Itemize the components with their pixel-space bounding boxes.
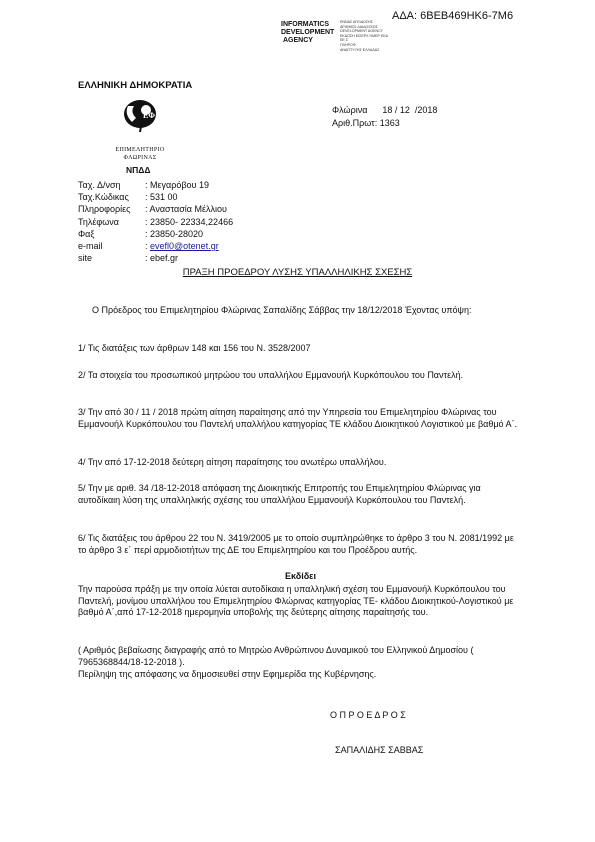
contact-label: e-mail [78,241,103,252]
contact-label: Τηλέφωνα [78,216,119,227]
logo-letters: ΕΦ [143,111,155,120]
clause-4: 4/ Την από 17-12-2018 δεύτερη αίτηση παραίτησης του ανωτέρω υπαλλήλου. [78,457,387,467]
ada-code: ΑΔΑ: 6ΒΕΒ469ΗΚ6-7Μ6 [392,10,514,22]
ida-small-line: ΕΝΝΑΣ ΑΠΟΔΟΣΗΣ [340,20,373,24]
date-protocol [332,104,437,130]
ida-label [281,21,334,45]
clause-1: 1/ Τις διατάξεις των άρθρων 148 και 156 του Ν. 3528/2007 [78,343,311,353]
contact-row [78,191,233,203]
ida-small-text [340,20,388,52]
protocol-line: Αριθ.Πρωτ: 1363 [332,118,400,128]
contact-value: : 23850- 22334,22466 [145,216,234,227]
contact-value: : Μεγαρόβου 19 [145,180,209,190]
clause-2: 2/ Τα στοιχεία του προσωπικού μητρώου του υπαλλήλου Εμμανουήλ Κυρκόπουλου του Παντελή. [78,370,464,380]
ida-line: AGENCY [283,37,313,44]
logo-caption [100,146,180,162]
npdd-label: ΝΠΔΔ [126,165,151,175]
ida-small-line: ΕΚΔΟΣΗ ΕΙΣΕΡΧ ΗΜΕΡ ΕΚΔ [340,33,389,38]
signature-name: ΣΑΠΑΛΙΔΗΣ ΣΑΒΒΑΣ [335,745,424,755]
contact-value: : 531 00 [145,192,178,203]
ida-line: INFORMATICS [281,21,330,28]
clause-5: 5/ Την με αριθ. 34 /18-12-2018 απόφαση της Διοικητικής Επιτροπής του Επιμελητηρίου Φλώρινας για αυτοδίκαιη λύση της υπαλληλικής σχέσης του υπαλλήλου Εμμανουήλ Κυρκόπουλου του Παντελή. [78,483,481,505]
logo-caption-line: ΕΠΙΜΕΛΗΤΗΡΙΟ [115,147,165,153]
intro-paragraph: Ο Πρόεδρος του Επιμελητηρίου Φλώρινας Σαπαλίδης Σάββας την 18/12/2018 Έχοντας υπόψη: [92,305,472,315]
contact-row [78,252,233,264]
ida-small-line: DEVELOPMENT AGENCY [340,29,384,34]
ida-small-line: ΑΡΙΘΜΟΣ ΔΙΑΔΟΣΕΩΣ [340,24,378,29]
contact-row [78,203,233,215]
chamber-logo [110,92,170,142]
contact-row: e-mail : evefl0@otenet.gr [78,241,219,252]
publication-note: Περίληψη της απόφασης να δημοσιευθεί στην Εφημερίδα της Κυβέρνησης. [78,669,377,679]
contact-label: Πληροφορίες [78,204,131,215]
ida-small-line: ΕΕ Σ [340,38,349,43]
contact-label: Φαξ [78,228,95,239]
contact-row [78,179,233,191]
contact-label: site [78,253,93,264]
contact-label: Ταχ.Κώδικας [78,192,129,203]
signature-role: Ο Π Ρ Ο Ε Δ Ρ Ο Σ [330,710,406,720]
contact-row [78,228,233,240]
contact-row [78,216,233,228]
note-paragraph: ( Αριθμός βεβαίωσης διαγραφής από το Μητρώο Ανθρώπινου Δυναμικού του Ελληνικού Δημοσίου ( 7965368844/18-12-2018 ). [78,645,474,667]
ida-small-line: ΑΝΑΠΤΥΞΗΣ ΕΛΛΑΔΑΣ [340,47,380,52]
email-link[interactable]: evefl0@otenet.gr [150,241,219,252]
contact-block [78,179,233,264]
clause-3: 3/ Την από 30 / 11 / 2018 πρώτη αίτηση παραίτησης από την Υπηρεσία του Επιμελητηρίου Φλώρινας του Εμμανουήλ Κυρκόπουλου του Παντελή υπαλλήλου κατηγορίας ΤΕ κλάδου Διοικητικού Λογιστικού με βαθμό Α΄. [78,407,518,429]
contact-label: Ταχ. Δ/νση [78,180,121,190]
ida-small-line: ΠΛΗΡΟΦ [340,42,356,47]
ekdidei-heading: Εκδίδει [285,571,316,581]
contact-value: : Αναστασία Μέλλιου [145,204,227,215]
logo-caption-line: ΦΛΩΡΙΝΑΣ [123,155,157,161]
decision-paragraph: Την παρούσα πράξη με την οποία λύεται αυτοδίκαια η υπαλληλική σχέση του Εμμανουήλ Κυρκόπουλου του Παντελή, μονίμου υπαλλήλου του Επιμελητηρίου Φλώρινας κατηγορίας ΤΕ- κλάδου Διοικητικού-Λογιστικού με βαθμό Α΄,από 17-12-2018 ημερομηνία υποβολής της δεύτερης αίτησης παραίτησής του. [78,584,514,617]
document-title: ΠΡΑΞΗ ΠΡΟΕΔΡΟΥ ΛΥΣΗΣ ΥΠΑΛΛΗΛΙΚΗΣ ΣΧΕΣΗΣ [182,267,413,278]
republic-heading: ΕΛΛΗΝΙΚΗ ΔΗΜΟΚΡΑΤΙΑ [78,80,193,91]
contact-value: : 23850-28020 [145,228,204,239]
contact-value: : ebef.gr [145,253,179,264]
ida-line: DEVELOPMENT [281,29,335,36]
date-line: Φλώρινα 18 / 12 /2018 [332,105,438,115]
clause-6: 6/ Τις διατάξεις του άρθρου 22 του Ν. 3419/2005 με το οποίο συμπληρώθηκε το άρθρο 3 του Ν. 2081/1992 με το άρθρο 3 ε΄ περί αρμοδιοτήτων της ΔΕ του Επιμελητηρίου και του Προέδρου αυτής. [78,533,514,555]
